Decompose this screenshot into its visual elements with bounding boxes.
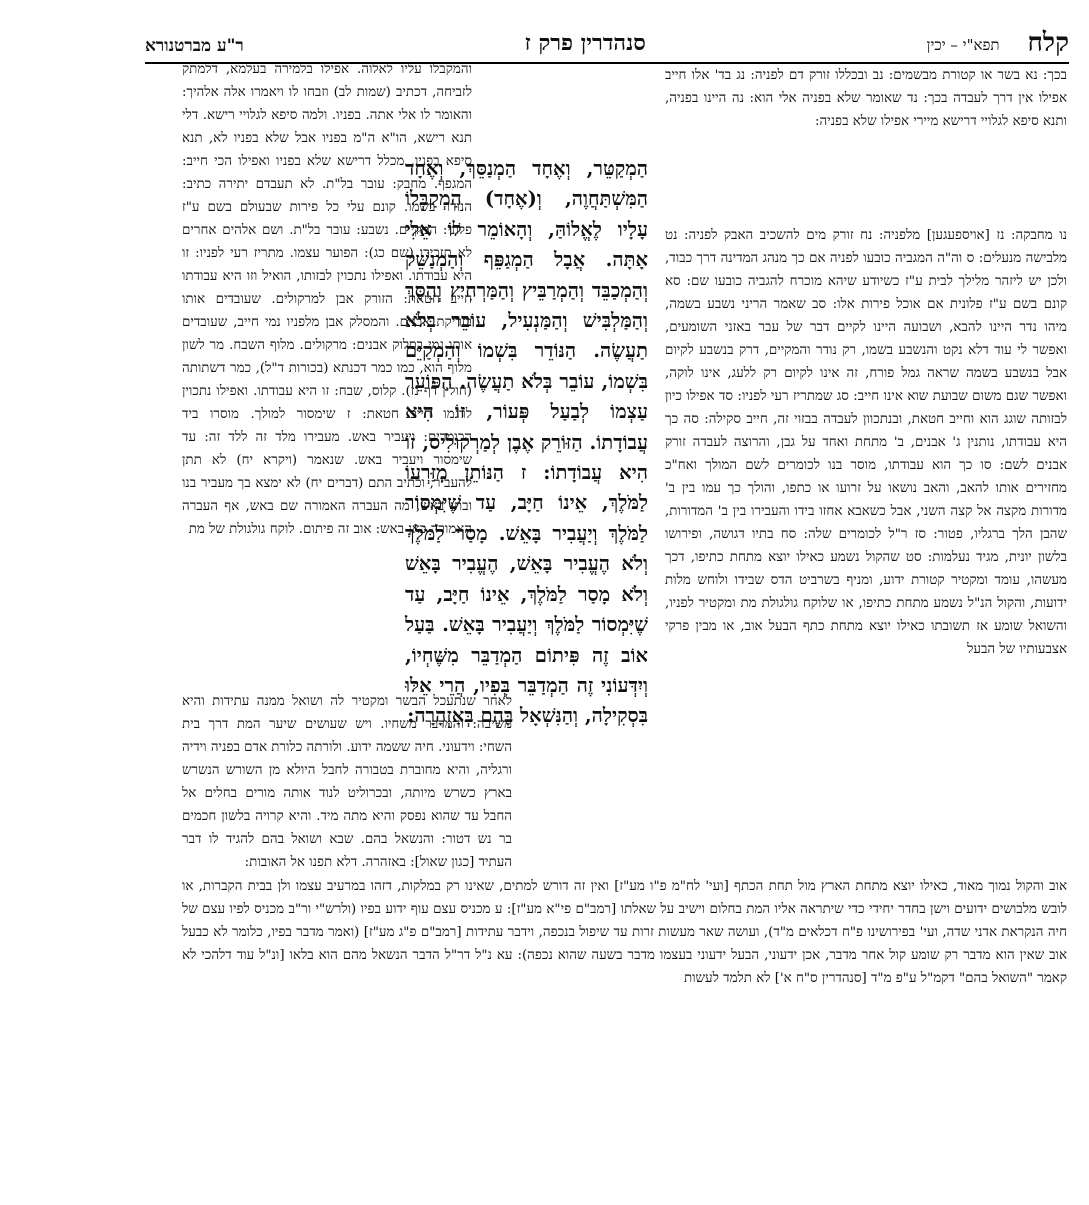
commentary-label-bartenura: ר"ע מברטנורא [145, 36, 244, 56]
bartenura-text-top: והמקבלו עליו לאלוה. אפילו בלמירה בעלמא, דלמתק לזביחה, דכתיב (שמות לב) וזבחו לו ויאמרו אלה אלהיך: והאומר לו אלי אתה. בפניו. ולמה סיפא לגלויי רישא. דלי תנא רישא, הו"א ה"מ בפניו אבל שלא בפניו לא, תנא סיפא בפניו, מכלל דרישא שלא בפניו ואפילו הכי חייב: המגפף. מחבק: עובר בל"ת. לא תעבדם יתירה כתיב: הנודר בשמו. קונם עלי כל פירות שבעולם בשם ע"ז פלוני: המקיים. נשבע: עובר בל"ת. ושם אלהים אחרים לא תזכירו (שם כג): הפוער עצמו. מתריז רעי לפניו: זו היא עבודתו. ואפילו נתכוין לבזותו, הואיל וזו היא עבודתו חייב חטאת: הזורק אבן למרקולים. שעובדים אותו בזריקת אבנים. והמסלק אבן מלפניו נמי חייב, שעובדים אותו נמי בסלוק אבנים: מרקולים. מלוף השבח. מר לשון מלוף הוא, כמו כמר דכנתא (בכורות ד"ל), כמר דשתותה (חולין דף נז). קלוס, שבח: זו היא עבודתו. ואפילו נתכוין לרגמו חייב חטאת: ז שימסור למולך. מוסרו ביד הכומרים: ויעביר באש. מעבירו מלד זה ללד זה: עד שימסור ויעביר באש. שנאמר (ויקרא יח) לא תתן להעביר, וכתיב התם (דברים יח) לא ימצא בך מעביר בנו ובתו באש, מה העברה האמורה שם באש, אף העברה האמורה כאן באש: אוב זה פיתום. לוקח גולגולת של מת [182, 62, 472, 537]
yachin-commentary-bottom [182, 875, 1067, 1205]
bartenura-text-under: לאחר שנתעכל הבשר ומקטיר לה ושואל ממנה עתידות והיא משיבה: והמדבר משחיו. ויש שעושים שיער המת דרך בית השחי: וידעוני. חיה ששמה ידוע. ולורתה כלורת אדם בפניה וידיה ורגליה, והיא מחוברת בטבורה לחבל היולא מן השורש הנשרש בארץ כשרש מיותה, ובכרוליט לנוד אותה מורים בחלים אל החבל עד שהוא נפסק והיא מתה מיד. והיא קרויה בלשון חכמים בר נש דטור: והנשאל בהם. שבא ושואל בהם להגיד לו דבר העתיד [כגון שאול]: באזהרה. דלא תפנו אל האובות: [182, 694, 512, 870]
mishnah-text: הַמְקַטֵּר, וְאֶחָד הַמְנַסֵּךְ, וְאֶחָד הַמִּשְׁתַּחֲוֶה, וְ(אֶחָד) הַמְקַבְּלוֹ עָלָיו לֶאֱלוֹהַּ, וְהָאוֹמֵר לוֹ אֵלִי אָתָּה. אֲבָל הַמְגַפֵּף וְהַמְנַשֵּׁק וְהַמְכַבֵּד וְהַמְרַבֵּיץ וְהַמַּרְחִיץ וְהַסָּךְ וְהַמַּלְבִּישׁ וְהַמַּנְעִיל, עוֹבֵר בְּלֹא תַעֲשֶׂה. הַנּוֹדֵר בִּשְׁמוֹ וְהַמְקַיֵּם בִּשְׁמוֹ, עוֹבֵר בְּלֹא תַעֲשֶׂה. הַפּוֹעֵר עַצְמוֹ לְבַעַל פְּעוֹר, זוֹ הִיא עֲבוֹדָתוֹ. הַזּוֹרֵק אֶבֶן לְמַרְקוּלִיס, זוֹ הִיא עֲבוֹדָתוֹ: ז הַנּוֹתֵן מִזַּרְעוֹ לַמֹּלֶךְ, אֵינוֹ חַיָּב, עַד שֶׁיִּמְסוֹר לַמֹּלֶךְ וְיַעֲבִיר בָּאֵשׁ. מָסַר לַמֹּלֶךְ וְלֹא הֶעֱבִיר בָּאֵשׁ, הֶעֱבִיר בָּאֵשׁ וְלֹא מָסַר לַמֹּלֶךְ, אֵינוֹ חַיָּב, עַד שֶׁיִּמְסוֹר לַמֹּלֶךְ וְיַעֲבִיר בָּאֵשׁ. בַּעַל אוֹב זֶה פִּיתוֹם הַמְדַבֵּר מִשֶּׁחְיוֹ, וְיִדְּעוֹנִי זֶה הַמְדַבֵּר בְּפִיו, הֲרֵי אֵלּוּ בִּסְקִילָה, וְהַנִּשְׁאָל בָּהֶם בְּאַזְהָרָה: [405, 157, 648, 728]
yachin-text-main: נו מחבקה: נז [אויספעגען] מלפניה: נח זורק מים להשכיב האבק לפניה: נט מלבישה מנעלים: ס וה"ה המגביה כובעו לפניה אם כך מנהג המדינה דרך כבוד, ולכן יש ליזהר מלילך לבית ע"ז כשיודע שיהא מוכרח להגביה כובעו שם: סא קונם בשם ע"ז פלונית אם אוכל פירות אלו: סב שאמר הריני נשבע בשמה, מיהו נדר היינו להבא, ושבועה היינו לקיים דבר של עבר באזני השומעים, ואפשר לי עוד דלא נקט והנשבע בשמו, רק נודר והמקיים, דרק בנשבע לקיום אבל בנשבע בשמה שראה גמל פורח, זה אינו לקיום רק ללעג, אינו לוקה, ואפשר שגם משום שבועת שוא אינו חייב: סג שמתריז רעי לפניו: סד אפילו כיון לבזותה שוגג הוא וחייב חטאת, ובנתכוון לעבדה בבזוי זה, חייב סקילה: סה כך היא עבודתו, נותנין ג' אבנים, ב' מתחת ואחד על גבן, והרוצה לעבדה זורק אבנים לשם: סו כך הוא עבודתו, מוסר בנו לכומרים לשם המולך ואח"כ מחזירים אותו להאב, והאב נושאו על זרועו או כתפו, והולך כך עמו בין ב' מדורות מקצה אל קצה השני, אבל כשאבא אחזו בידו והעבירו בין ב' המדורות, שהבן הלך ברגליו, פטור: סז ר"ל לכומרים שלה: סח בתיו דגושה, ופירושו בלשון יונית, מגיד נעלמות: סט שהקול נשמע כאילו יוצא מתחת כתיפו, דכך מעשהו, עומד ומקטיר קטורת ידוע, ומניף בשרביט הדס שבידו ולוחש מלות ידועות, והקול הנ"ל נשמע מתחת כתיפו, או שלוקח גולגולת מת ומקטיר לפניו, והשואל שומע אז תשובתו כאילו יוצא מתחת כתף הבעל אוב, או מבין פרקי אצבעותיו של הבעל [665, 228, 1067, 657]
yachin-commentary-main [665, 224, 1067, 872]
bartenura-commentary [182, 58, 472, 688]
header-right [927, 28, 1069, 62]
page-number: קלח [1027, 28, 1069, 58]
commentary-label-yachin: תפא"י – יכין [926, 36, 1000, 54]
yachin-commentary-top [665, 64, 1067, 227]
page-title: סנהדרין פרק ז [524, 30, 646, 56]
yachin-text-bottom: אוב והקול נמוך מאוד, כאילו יוצא מתחת הארץ מול תחת הכתף [ועי' לח"מ פ"ו מע"ז] ואין זה דורש למתים, שאינו רק במלקות, דזהו במרעיב עצמו ולן בבית הקברות, או לובש מלבושים ידועים וישן בחדר יחידי כדי שיתראה אליו המת בחלום וישיב על שאלתו [רמב"ם פי"א מע"ז]: ע מכניס עצם עוף ידוע בפיו (ולרש"י ור"ב מכניס לפיו עצם של חיה הנקראת אדני שדה, ועי' בפירושינו פ"ח דכלאים מ"ד), ועושה שאר מעשות זרות עד שיפול בנכפה, וידבר עתידות [רמב"ם פ"ג מע"ז] (ואמר מדבר בפיו, כלומר לא כבעל אוב שאין הוא מדבר רק שומע קול אחר מדבר, אכן ידעוני, הבעל ידעוני בעצמו מדבר בשעה שהוא נכפה): עא נ"ל דר"ל הדבר הנשאל מהם הוא בלאו [ונ"ל עוד דלהכי לא קאמר "השואל בהם" דקמ"ל ע"פ מ"ד [סנהדרין ס"ח א'] לא תלמד לעשות [182, 879, 1067, 986]
yachin-text-top: בכך: נא בשר או קטורת מבשמים: נב ובכללו זורק דם לפניה: נג בד' אלו חייב אפילו אין דרך לעבדה בכך: נד שאומר שלא בפניה אלי הוא: נה היינו בפניה, ותנא סיפא לגלויי דרישא מיירי אפילו שלא בפניה: [665, 68, 1067, 129]
